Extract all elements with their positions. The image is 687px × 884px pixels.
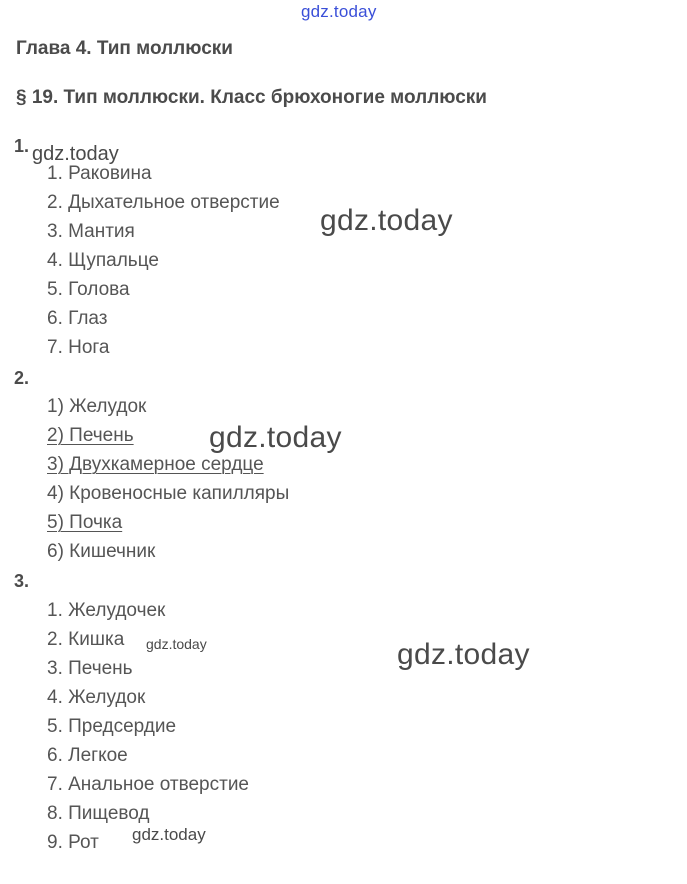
section-title: § 19. Тип моллюски. Класс брюхоногие моллюски [16,87,487,108]
q3-item: 1. Желудочек [47,600,166,621]
q3-item: 5. Предсердие [47,716,177,737]
watermark-top: gdz.today [301,2,377,21]
q2-item: 6) Кишечник [47,541,156,562]
watermark: gdz.today [209,421,342,454]
q2-item: 5) Почка [47,512,123,533]
q1-item: 4. Щупальце [47,250,159,271]
q3-item: 7. Анальное отверстие [47,774,249,795]
q2-item: 1) Желудок [47,396,147,417]
q1-item: 7. Нога [47,337,110,358]
q1-item: 3. Мантия [47,221,135,242]
chapter-title: Глава 4. Тип моллюски [16,38,233,59]
q3-item: 9. Рот [47,832,99,853]
q3-item: 2. Кишка [47,629,125,650]
q3-item: 4. Желудок [47,687,146,708]
q1-item: 6. Глаз [47,308,108,329]
q1-item: 1. Раковина [47,163,152,184]
question-1-number: 1. [14,136,30,156]
q1-item: 2. Дыхательное отверстие [47,192,280,213]
q3-item: 8. Пищевод [47,803,150,824]
watermark: gdz.today [320,204,453,237]
watermark: gdz.today [146,636,207,652]
question-2-number: 2. [14,368,30,388]
q1-item: 5. Голова [47,279,130,300]
q2-item: 3) Двухкамерное сердце [47,454,264,475]
q2-item: 2) Печень [47,425,134,446]
q3-item: 6. Легкое [47,745,128,766]
watermark: gdz.today [397,638,530,671]
watermark: gdz.today [32,143,119,165]
q2-item: 4) Кровеносные капилляры [47,483,290,504]
watermark: gdz.today [132,825,206,844]
question-3-number: 3. [14,571,30,591]
q3-item: 3. Печень [47,658,133,679]
